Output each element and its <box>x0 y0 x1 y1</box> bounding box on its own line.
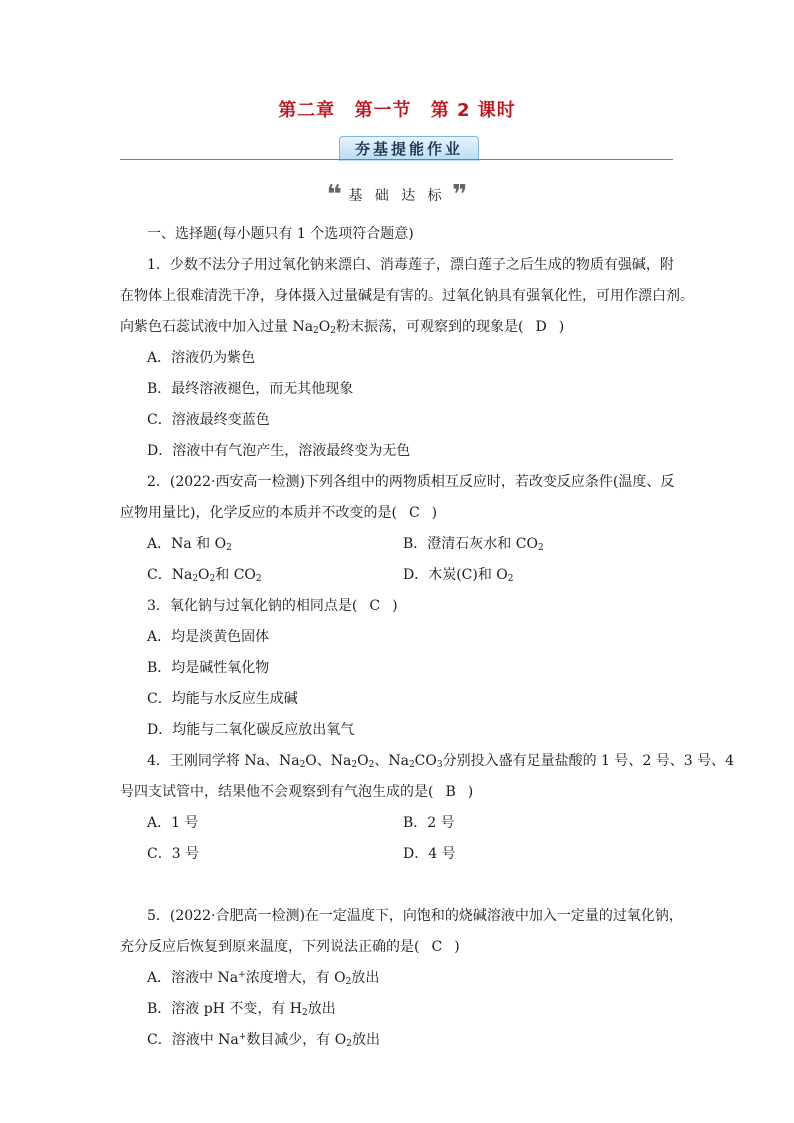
q5-stem-line2: 充分反应后恢复到原来温度，下列说法正确的是( C ) <box>120 939 460 955</box>
part-title: 一、选择题(每小题只有 1 个选项符合题意) <box>147 226 414 242</box>
q2-option-d: D．木炭(C)和 $O_2$ <box>403 567 514 584</box>
q2-option-b: B．澄清石灰水和 $CO_2$ <box>403 536 544 553</box>
close-quote-icon: ❞ <box>452 180 468 210</box>
q1-answer: D <box>535 319 547 335</box>
q4-option-a: A．1 号 <box>147 815 199 831</box>
q4-option-d: D．4 号 <box>403 846 456 862</box>
header-divider <box>120 159 673 160</box>
section-label: 第一节 <box>354 100 412 121</box>
q1-option-c: C．溶液最终变蓝色 <box>147 412 270 428</box>
section-heading-text: 基 础 达 标 <box>348 188 446 204</box>
q2-answer: C <box>408 505 420 521</box>
q2-option-c: C．$Na_2O_2$和 $CO_2$ <box>147 567 262 584</box>
q5-option-c: C．溶液中 Na+数目减少，有 $O_2$放出 <box>147 1032 380 1049</box>
chapter-label: 第二章 <box>278 100 336 121</box>
q1-option-a: A．溶液仍为紫色 <box>147 350 256 366</box>
q1-stem-line2: 在物体上很难清洗干净，身体摄入过量碱是有害的。过氧化钠具有强氧化性，可用作漂白剂。 <box>120 288 694 304</box>
q4-stem-line2: 号四支试管中，结果他不会观察到有气泡生成的是( B ) <box>120 784 474 800</box>
q2-option-a: A．Na 和 $O_2$ <box>147 536 232 553</box>
q3-option-c: C．均能与水反应生成碱 <box>147 691 298 707</box>
q4-stem-line1: 4．王刚同学将 Na、$Na_2O$、$Na_2O_2$、$Na_2CO_3$分别投入盛有足量盐酸的 1 号、2 号、3 号、4 <box>147 753 735 770</box>
q2-stem-line2: 应物用量比)，化学反应的本质并不改变的是( C ) <box>120 505 438 521</box>
q1-stem-line1: 1．少数不法分子用过氧化钠来漂白、消毒莲子，漂白莲子之后生成的物质有强碱，附 <box>147 257 674 273</box>
q5-answer: C <box>431 939 443 955</box>
q1-stem-line3: 向紫色石蕊试液中加入过量 $Na_2O_2$粉末振荡，可观察到的现象是( D ) <box>120 319 565 336</box>
q5-option-b: B．溶液 pH 不变，有 $H_2$放出 <box>147 1001 336 1018</box>
q2-stem-line1: 2．(2022·西安高一检测)下列各组中的两物质相互反应时，若改变反应条件(温度、反 <box>147 474 675 490</box>
q4-option-c: C．3 号 <box>147 846 200 862</box>
q5-option-a: A．溶液中 Na+浓度增大，有 $O_2$放出 <box>147 970 380 987</box>
q3-option-b: B．均是碱性氧化物 <box>147 660 270 676</box>
homework-badge: 夯基提能作业 <box>339 136 479 161</box>
q3-answer: C <box>369 598 381 614</box>
section-heading <box>0 180 794 210</box>
q1-option-b: B．最终溶液褪色，而无其他现象 <box>147 381 354 397</box>
q3-option-a: A．均是淡黄色固体 <box>147 629 270 645</box>
q3-option-d: D．均能与二氧化碳反应放出氧气 <box>147 722 355 738</box>
open-quote-icon: ❝ <box>326 180 342 210</box>
lesson-label: 第 2 课时 <box>430 100 516 121</box>
page-title <box>0 96 794 122</box>
q4-answer: B <box>445 784 456 800</box>
q1-option-d: D．溶液中有气泡产生，溶液最终变为无色 <box>147 443 411 459</box>
q5-stem-line1: 5．(2022·合肥高一检测)在一定温度下，向饱和的烧碱溶液中加入一定量的过氧化钠， <box>147 908 683 924</box>
q3-stem: 3．氧化钠与过氧化钠的相同点是( C ) <box>147 598 398 614</box>
q4-option-b: B．2 号 <box>403 815 455 831</box>
